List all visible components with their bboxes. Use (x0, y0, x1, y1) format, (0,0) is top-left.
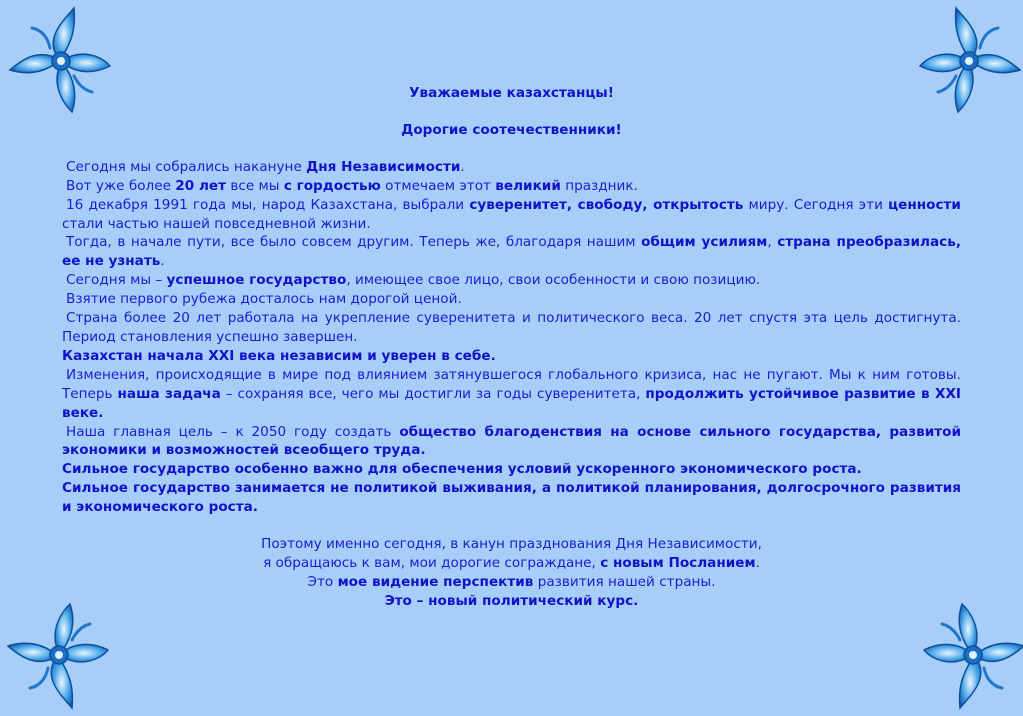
closing-line-2: я обращаюсь к вам, мои дорогие сограждане, с новым Посланием. (263, 554, 760, 571)
paragraph-1: Сегодня мы собрались накануне Дня Независимости. (66, 158, 465, 175)
paragraph-12: Сильное государство занимается не политикой выживания, а политикой планирования, долгосрочного развития и экономического роста. (62, 480, 961, 516)
paragraph-11: Сильное государство особенно важно для обеспечения условий ускоренного экономического роста. (62, 461, 862, 478)
paragraph-7: Страна более 20 лет работала на укрепление суверенитета и политического веса. 20 лет спустя эта цель достигнута. Период становления успешно завершен. (62, 310, 961, 345)
address-text (62, 84, 961, 611)
paragraph-8: Казахстан начала XXI века независим и уверен в себе. (62, 347, 496, 364)
paragraph-3: 16 декабря 1991 года мы, народ Казахстана, выбрали суверенитет, свободу, открытость миру. Сегодня эти ценности стали частью нашей повседневной жизни. (62, 196, 961, 232)
closing-line-3: Это мое видение перспектив развития нашей страны. (307, 573, 716, 590)
corner-ornament-icon (912, 596, 1023, 716)
greeting-1: Уважаемые казахстанцы! (409, 85, 614, 101)
paragraph-6: Взятие первого рубежа досталось нам дорогой ценой. (66, 291, 462, 308)
closing-line-4: Это – новый политический курс. (384, 592, 639, 609)
closing-line-1: Поэтому именно сегодня, в канун празднования Дня Независимости, (261, 536, 762, 553)
greeting-2: Дорогие соотечественники! (401, 121, 622, 138)
paragraph-2: Вот уже более 20 лет все мы с гордостью отмечаем этот великий праздник. (66, 177, 638, 194)
paragraph-9: Изменения, происходящие в мире под влиянием затянувшегося глобального кризиса, нас не пугают. Мы к ним готовы. Теперь наша задача – сохраняя все, чего мы достигли за годы суверенитета, продолжить устойчивое развитие в XXI веке. (62, 366, 961, 421)
paragraph-4: Тогда, в начале пути, все было совсем другим. Теперь же, благодаря нашим общим усилиям, страна преобразилась, ее не узнать. (62, 234, 961, 270)
corner-ornament-icon (0, 596, 120, 716)
paragraph-5: Сегодня мы – успешное государство, имеющее свое лицо, свои особенности и свою позицию. (66, 272, 761, 289)
paragraph-10: Наша главная цель – к 2050 году создать общество благоденствия на основе сильного государства, развитой экономики и возможностей всеобщего труда. (62, 423, 961, 459)
